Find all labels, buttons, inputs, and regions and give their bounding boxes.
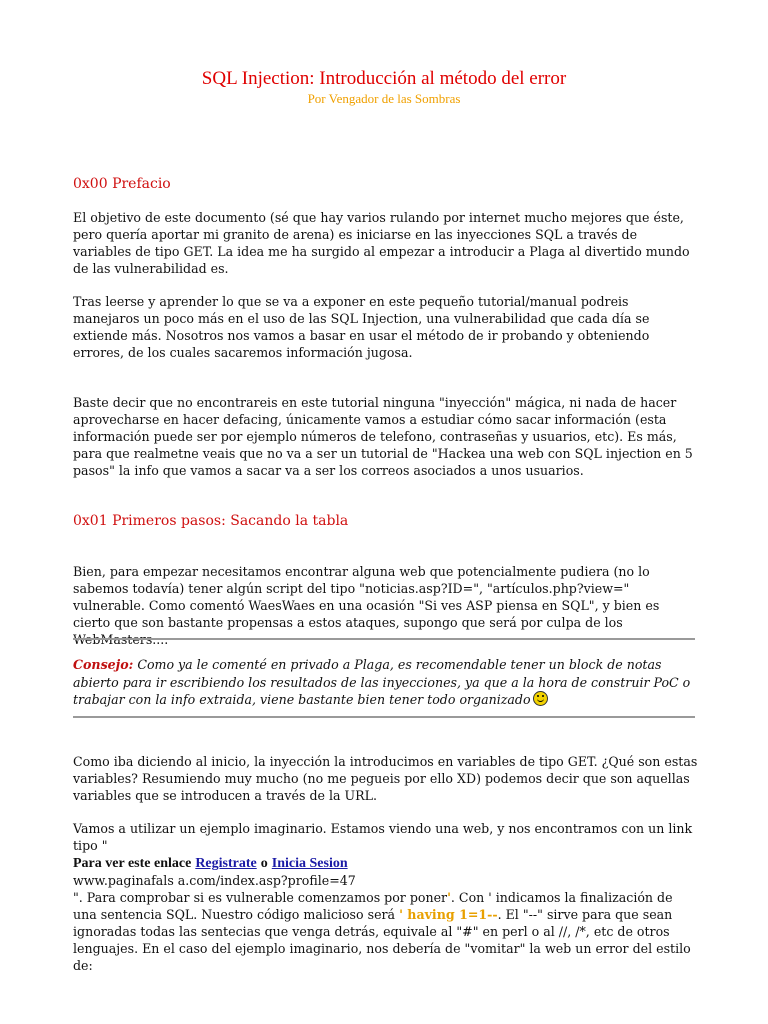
section-heading-primeros-pasos: 0x01 Primeros pasos: Sacando la tabla [73, 513, 349, 529]
link-prefix-text: Para ver este enlace [73, 856, 192, 871]
smiley-face-icon [533, 691, 548, 706]
paragraph-primeros-4b: . Con ' indicamos la finalización de una sentencia SQL. Nuestro código malicioso será [73, 890, 673, 922]
tip-box [73, 656, 698, 709]
quote-highlight: ' [447, 890, 451, 905]
paragraph-primeros-4a: ". Para comprobar si es vulnerable comenzamos por poner [73, 890, 448, 905]
link-or-text: o [260, 856, 268, 871]
payload-highlight: ' having 1=1-- [399, 907, 498, 922]
paragraph-prefacio-1: El objetivo de este documento (sé que hay varios rulando por internet mucho mejores que éste, pero quería aportar mi granito de arena) es iniciarse en las inyecciones SQL a través de variables de tipo GET. La idea me ha surgido al empezar a introducir a Plaga al divertido mundo de las vulnerabilidad es. [73, 210, 690, 276]
paragraph-primeros-2: Como iba diciendo al inicio, la inyección la introducimos en variables de tipo GET. ¿Qué son estas variables? Resumiendo muy mucho (no me pegueis por ello XD) podemos decir que son aquellas variables que se introducen a través de la URL. [73, 754, 698, 803]
paragraph-prefacio-2: Tras leerse y aprender lo que se va a exponer en este pequeño tutorial/manual podreis manejaros un poco más en el uso de las SQL Injection, una vulnerabilidad que cada día se extiende más. Nosotros nos vamos a basar en usar el método de ir probando y obteniendo errores, de los cuales sacaremos información jugosa. [73, 294, 650, 360]
example-url: www.paginafals a.com/index.asp?profile=47 [73, 873, 356, 888]
tip-label: Consejo: [73, 657, 134, 672]
tip-top-divider [73, 638, 695, 640]
section-heading-prefacio: 0x00 Prefacio [73, 176, 171, 192]
paragraph-primeros-4c: . El "--" sirve para que sean ignoradas todas las sentecias que venga detrás, equivale al "#" en perl o al //, /*, etc de otros lenguajes. En el caso del ejemplo imaginario, nos debería de "vomitar" la web un error del estilo de: [73, 907, 691, 973]
paragraph-prefacio-3: Baste decir que no encontrareis en este tutorial ninguna "inyección" mágica, ni nada de hacer aprovecharse en hacer defacing, únicamente vamos a estudiar cómo sacar información (esta información puede ser por ejemplo números de telefono, contraseñas y usuarios, etc). Es más, para que realmetne veais que no va a ser un tutorial de "Hackea una web con SQL injection en 5 pasos" la info que vamos a sacar va a ser los correos asociados a unos usuarios. [73, 395, 693, 478]
paragraph-primeros-3 [73, 820, 698, 974]
document-author: Por Vengador de las Sombras [307, 91, 461, 106]
login-link[interactable]: Inicia Sesion [271, 856, 348, 871]
tip-text: Como ya le comenté en privado a Plaga, es recomendable tener un block de notas abierto para ir escribiendo los resultados de las inyecciones, ya que a la hora de construir PoC o trabajar con la info extraida, viene bastante bien tener todo organizado [73, 657, 691, 707]
example-intro-text: Vamos a utilizar un ejemplo imaginario. Estamos viendo una web, y nos encontramos con un link tipo " [73, 821, 693, 853]
paragraph-primeros-1: Bien, para empezar necesitamos encontrar alguna web que potencialmente pudiera (no lo sabemos todavía) tener algún script del tipo "noticias.asp?ID=", "artículos.php?view=" vulnerable. Como comentó WaesWaes en una ocasión "Si ves ASP piensa en SQL", y bien es cierto que son bastante propensas a estos ataques, supongo que será por culpa de los WebMasters.... [73, 564, 660, 647]
document-title: SQL Injection: Introducción al método del error [201, 68, 567, 89]
register-link[interactable]: Registrate [195, 856, 257, 871]
tip-bottom-divider [73, 716, 695, 718]
